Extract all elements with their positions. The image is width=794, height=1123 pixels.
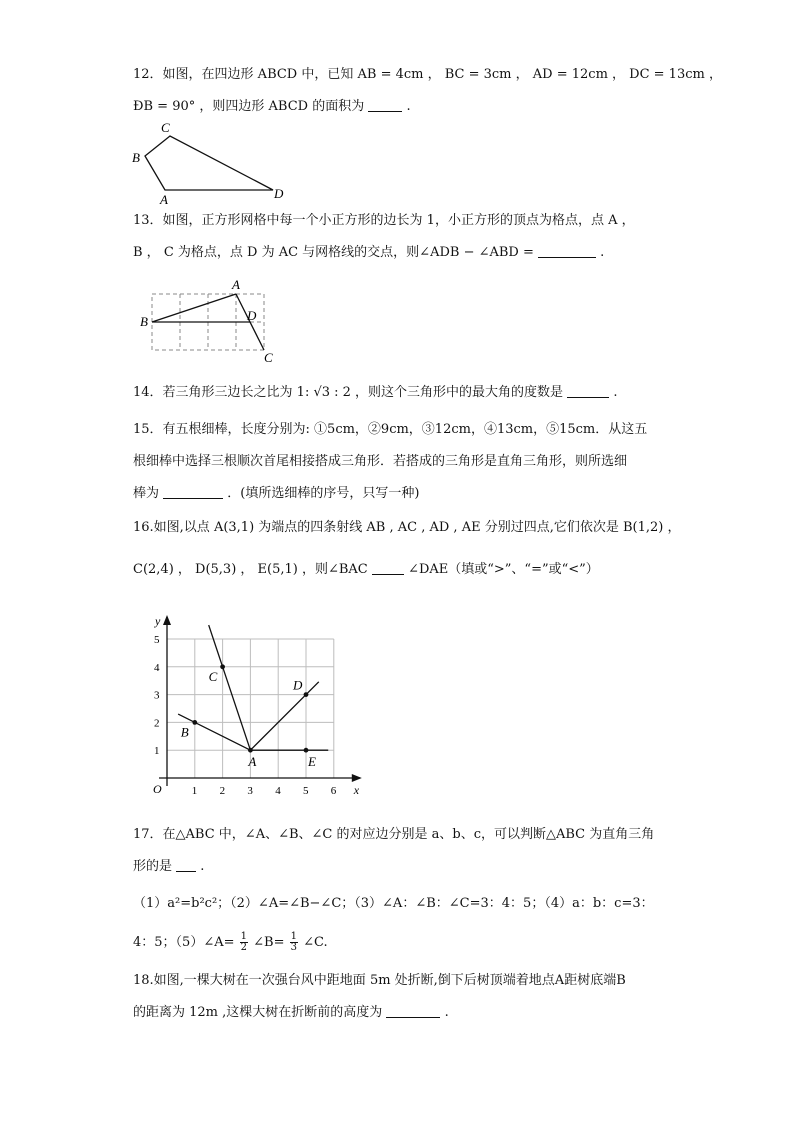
y-tick-3: 3: [154, 689, 160, 702]
q12-label-d: D: [274, 186, 284, 201]
origin-label: O: [153, 782, 162, 796]
q15-line3-text: 棒为: [133, 486, 160, 501]
q13-label-a: A: [232, 277, 240, 292]
q18-line2: [133, 1004, 449, 1022]
q12-quadrilateral: [145, 136, 273, 190]
q15-line2: 根细棒中选择三根顺次首尾相接搭成三角形．若搭成的三角形是直角三角形，则所选细: [133, 454, 628, 469]
x-tick-4: 4: [275, 785, 281, 797]
x-tick-3: 3: [247, 785, 253, 797]
point-label-a: A: [248, 754, 257, 770]
q13-line2: [133, 244, 604, 262]
q14-line1-end: .: [613, 385, 618, 400]
q12-answer-blank[interactable]: [368, 98, 402, 112]
ray-ad: [250, 682, 318, 750]
q17-frac2-den: 3: [290, 942, 298, 953]
q12-figure: [128, 118, 298, 208]
q16-line1: 16.如图,以点 A(3,1) 为端点的四条射线 AB , AC , AD , AE 分别过四点,它们依次是 B(1,2) ，: [133, 520, 681, 535]
q17-line2-end: .: [200, 859, 205, 874]
q14-line1: [133, 384, 617, 402]
q14-answer-blank[interactable]: [567, 384, 609, 398]
q16-line2-end: ∠DAE（填或“>”、“=”或“<”）: [408, 562, 599, 577]
q13-line2-text: B ， C 为格点，点 D 为 AC 与网格线的交点，则∠ADB − ∠ABD =: [133, 245, 534, 260]
q12-label-b: B: [132, 150, 140, 165]
x-tick-1: 1: [191, 785, 198, 797]
q17-options-line2: [133, 932, 328, 953]
q17-opt-b: ∠B=: [253, 935, 285, 950]
y-tick-2: 2: [154, 717, 160, 730]
q17-line2: [133, 858, 204, 876]
q17-frac1-num: 1: [240, 931, 248, 942]
q15-line3-end: ．(填所选细棒的序号，只写一种): [227, 486, 420, 501]
x-axis-arrow: [352, 774, 362, 782]
q12-line2: [133, 98, 411, 116]
q16-answer-blank[interactable]: [372, 561, 404, 575]
point-label-b: B: [180, 724, 189, 740]
q17-options-line1: （1）a²=b²c²；（2）∠A=∠B−∠C；（3）∠A：∠B：∠C=3：4：5；（4）a：b：c=3：: [133, 896, 654, 911]
q15-answer-blank[interactable]: [163, 485, 223, 499]
y-tick-4: 4: [154, 661, 160, 674]
point-e: [304, 748, 309, 753]
point-label-c: C: [208, 668, 218, 684]
q17-fraction-third: [290, 932, 298, 953]
q17-line1: 17．在△ABC 中，∠A、∠B、∠C 的对应边分别是 a、b、c，可以判断△ABC 为直角三角: [133, 827, 655, 842]
q18-line2-end: .: [444, 1005, 449, 1020]
q16-coordinate-graph: [145, 612, 375, 807]
q17-opt-a: 4：5；（5）∠A=: [133, 935, 235, 950]
q12-line2-text: ÐB = 90° ，则四边形 ABCD 的面积为: [133, 99, 365, 114]
ray-ac: [209, 625, 251, 750]
q13-line1: 13．如图，正方形网格中每一个小正方形的边长为 1，小正方形的顶点为格点，点 A ，: [133, 213, 635, 228]
point-d: [304, 692, 309, 697]
q13-label-b: B: [140, 314, 148, 329]
q17-frac2-num: 1: [290, 931, 298, 942]
x-axis-label: x: [353, 783, 360, 797]
q12-label-c: C: [161, 120, 170, 135]
q13-figure: [136, 276, 282, 364]
q18-answer-blank[interactable]: [386, 1004, 440, 1018]
q13-label-c: C: [264, 350, 273, 364]
q12-label-a: A: [160, 192, 168, 207]
q13-answer-blank[interactable]: [538, 244, 596, 258]
q15-line3: [133, 485, 419, 503]
q18-line2-text: 的距离为 12m ,这棵大树在折断前的高度为: [133, 1005, 383, 1020]
y-tick-1: 1: [154, 745, 160, 758]
q13-label-d: D: [247, 308, 257, 323]
q16-line2: [133, 561, 599, 579]
q17-fraction-half: [240, 932, 248, 953]
q12-line2-end: .: [406, 99, 411, 114]
q12-line1: 12．如图，在四边形 ABCD 中，已知 AB = 4cm ， BC = 3cm ， AD = 12cm ， DC = 13cm ，: [133, 67, 722, 82]
y-axis-arrow: [163, 615, 171, 625]
q13-line2-end: .: [600, 245, 605, 260]
point-label-e: E: [308, 754, 316, 770]
point-b: [192, 720, 197, 725]
q17-line2-text: 形的是: [133, 859, 173, 874]
x-tick-2: 2: [219, 785, 226, 797]
q18-line1: 18.如图,一棵大树在一次强台风中距地面 5m 处折断,倒下后树顶端着地点A距树底端B: [133, 973, 626, 988]
q17-opt-c: ∠C.: [303, 935, 328, 950]
point-label-d: D: [293, 677, 303, 693]
x-tick-6: 6: [330, 785, 337, 797]
q14-line1-text: 14．若三角形三边长之比为 1: √3 : 2 ，则这个三角形中的最大角的度数是: [133, 385, 564, 400]
q17-frac1-den: 2: [240, 942, 248, 953]
y-axis-label: y: [155, 614, 161, 628]
y-tick-5: 5: [154, 634, 160, 646]
point-c: [220, 664, 225, 669]
q15-line1: 15．有五根细棒，长度分别为: ①5cm，②9cm，③12cm，④13cm，⑤15cm．从这五: [133, 422, 648, 437]
x-tick-5: 5: [303, 785, 309, 797]
point-a: [248, 748, 253, 753]
q16-line2-text: C(2,4) ， D(5,3) ， E(5,1) ，则∠BAC: [133, 562, 368, 577]
q17-answer-blank[interactable]: [176, 858, 196, 872]
